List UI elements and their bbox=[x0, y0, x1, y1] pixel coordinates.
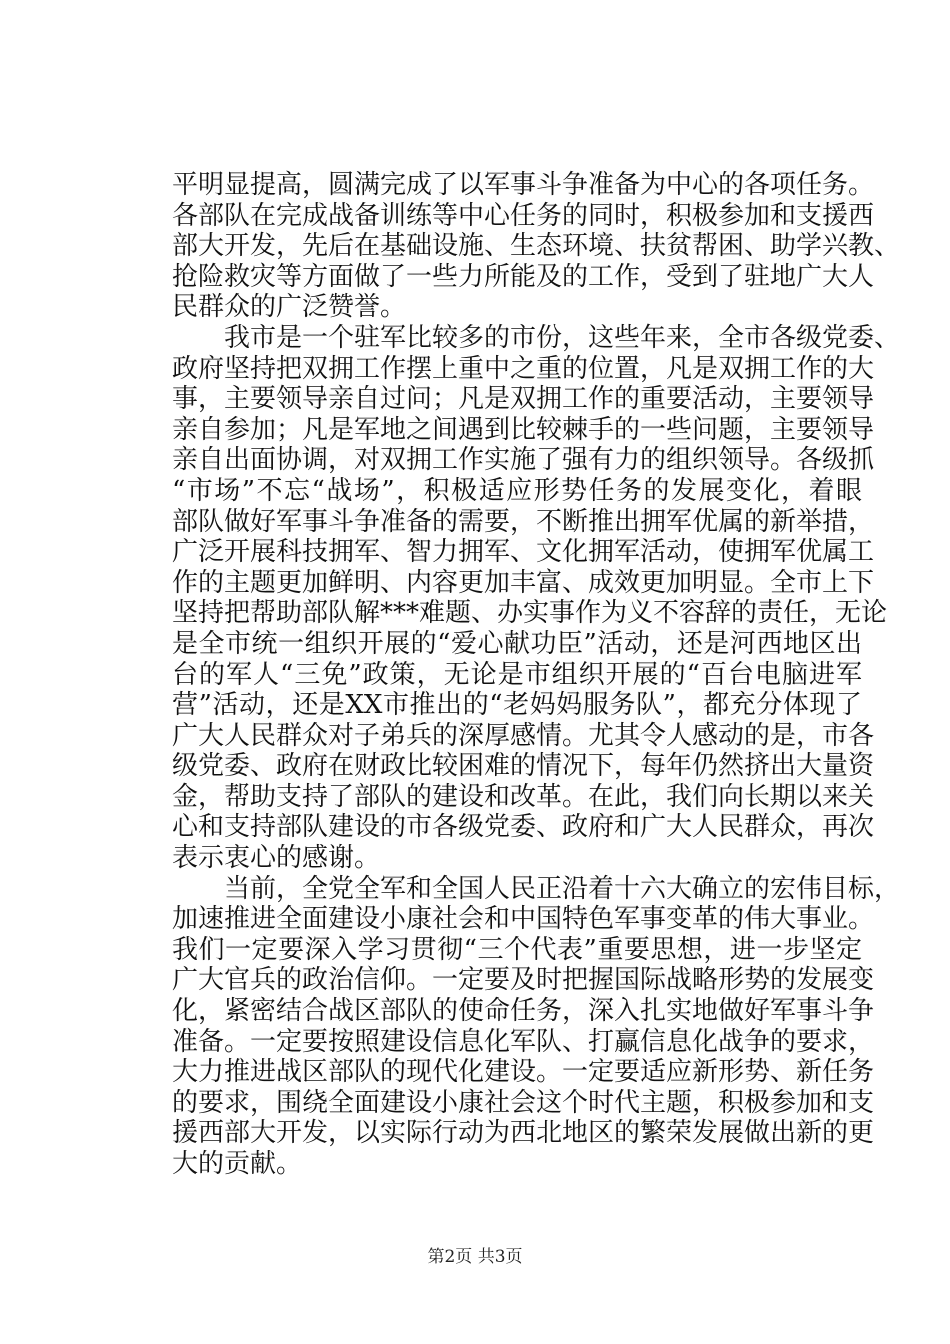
text-line: 抢险救灾等方面做了一些力所能及的工作，受到了驻地广大人 bbox=[172, 261, 875, 292]
text-line: 的要求，围绕全面建设小康社会这个时代主题，积极参加和支 bbox=[172, 1087, 875, 1118]
text-line: 广大官兵的政治信仰。一定要及时把握国际战略形势的发展变 bbox=[172, 965, 875, 996]
text-line: 亲自参加；凡是军地之间遇到比较棘手的一些问题，主要领导 bbox=[172, 414, 875, 445]
text-line: 营”活动，还是XX市推出的“老妈妈服务队”，都充分体现了 bbox=[172, 690, 862, 721]
text-line: 广泛开展科技拥军、智力拥军、文化拥军活动，使拥军优属工 bbox=[172, 537, 875, 568]
text-line: 作的主题更加鲜明、内容更加丰富、成效更加明显。全市上下 bbox=[172, 567, 875, 598]
text-line: 表示衷心的感谢。 bbox=[172, 843, 381, 874]
text-line: 广大人民群众对子弟兵的深厚感情。尤其令人感动的是，市各 bbox=[172, 720, 875, 751]
text-line: 金，帮助支持了部队的建设和改革。在此，我们向长期以来关 bbox=[172, 781, 875, 812]
text-line: 部队做好军事斗争准备的需要，不断推出拥军优属的新举措， bbox=[172, 506, 875, 537]
text-line: 准备。一定要按照建设信息化军队、打赢信息化战争的要求， bbox=[172, 1026, 875, 1057]
text-line: 化，紧密结合战区部队的使命任务，深入扎实地做好军事斗争 bbox=[172, 996, 875, 1027]
text-line: 援西部大开发，以实际行动为西北地区的繁荣发展做出新的更 bbox=[172, 1118, 875, 1149]
text-line: 大的贡献。 bbox=[172, 1149, 303, 1179]
text-line: 坚持把帮助部队解***难题、办实事作为义不容辞的责任，无论 bbox=[172, 598, 888, 629]
text-line: 我们一定要深入学习贯彻“三个代表”重要思想，进一步坚定 bbox=[172, 934, 862, 965]
text-line: 民群众的广泛赞誉。 bbox=[172, 292, 407, 323]
text-line: 级党委、政府在财政比较困难的情况下，每年仍然挤出大量资 bbox=[172, 751, 875, 782]
text-line: 我市是一个驻军比较多的市份，这些年来，全市各级党委、 bbox=[172, 322, 901, 353]
paragraph bbox=[172, 322, 901, 874]
text-line: 各部队在完成战备训练等中心任务的同时，积极参加和支援西 bbox=[172, 200, 875, 231]
text-line: 平明显提高，圆满完成了以军事斗争准备为中心的各项任务。 bbox=[172, 170, 875, 200]
text-line: 台的军人“三免”政策，无论是市组织开展的“百台电脑进军 bbox=[172, 659, 862, 690]
text-line: 加速推进全面建设小康社会和中国特色军事变革的伟大事业。 bbox=[172, 904, 875, 935]
document-body bbox=[172, 170, 901, 1180]
text-line: 心和支持部队建设的市各级党委、政府和广大人民群众，再次 bbox=[172, 812, 875, 843]
text-line: 亲自出面协调，对双拥工作实施了强有力的组织领导。各级抓 bbox=[172, 445, 875, 476]
text-line: “市场”不忘“战场”，积极适应形势任务的发展变化，着眼 bbox=[172, 475, 862, 506]
paragraph bbox=[172, 170, 901, 323]
text-line: 政府坚持把双拥工作摆上重中之重的位置，凡是双拥工作的大 bbox=[172, 353, 875, 384]
page-footer: 第2页 共3页 bbox=[427, 1247, 523, 1267]
text-line: 事，主要领导亲自过问；凡是双拥工作的重要活动，主要领导 bbox=[172, 384, 875, 415]
text-line: 当前，全党全军和全国人民正沿着十六大确立的宏伟目标， bbox=[172, 873, 901, 904]
text-line: 大力推进战区部队的现代化建设。一定要适应新形势、新任务 bbox=[172, 1057, 875, 1088]
paragraph bbox=[172, 873, 901, 1180]
text-line: 是全市统一组织开展的“爱心献功臣”活动，还是河西地区出 bbox=[172, 628, 862, 659]
text-line: 部大开发，先后在基础设施、生态环境、扶贫帮困、助学兴教、 bbox=[172, 231, 901, 262]
